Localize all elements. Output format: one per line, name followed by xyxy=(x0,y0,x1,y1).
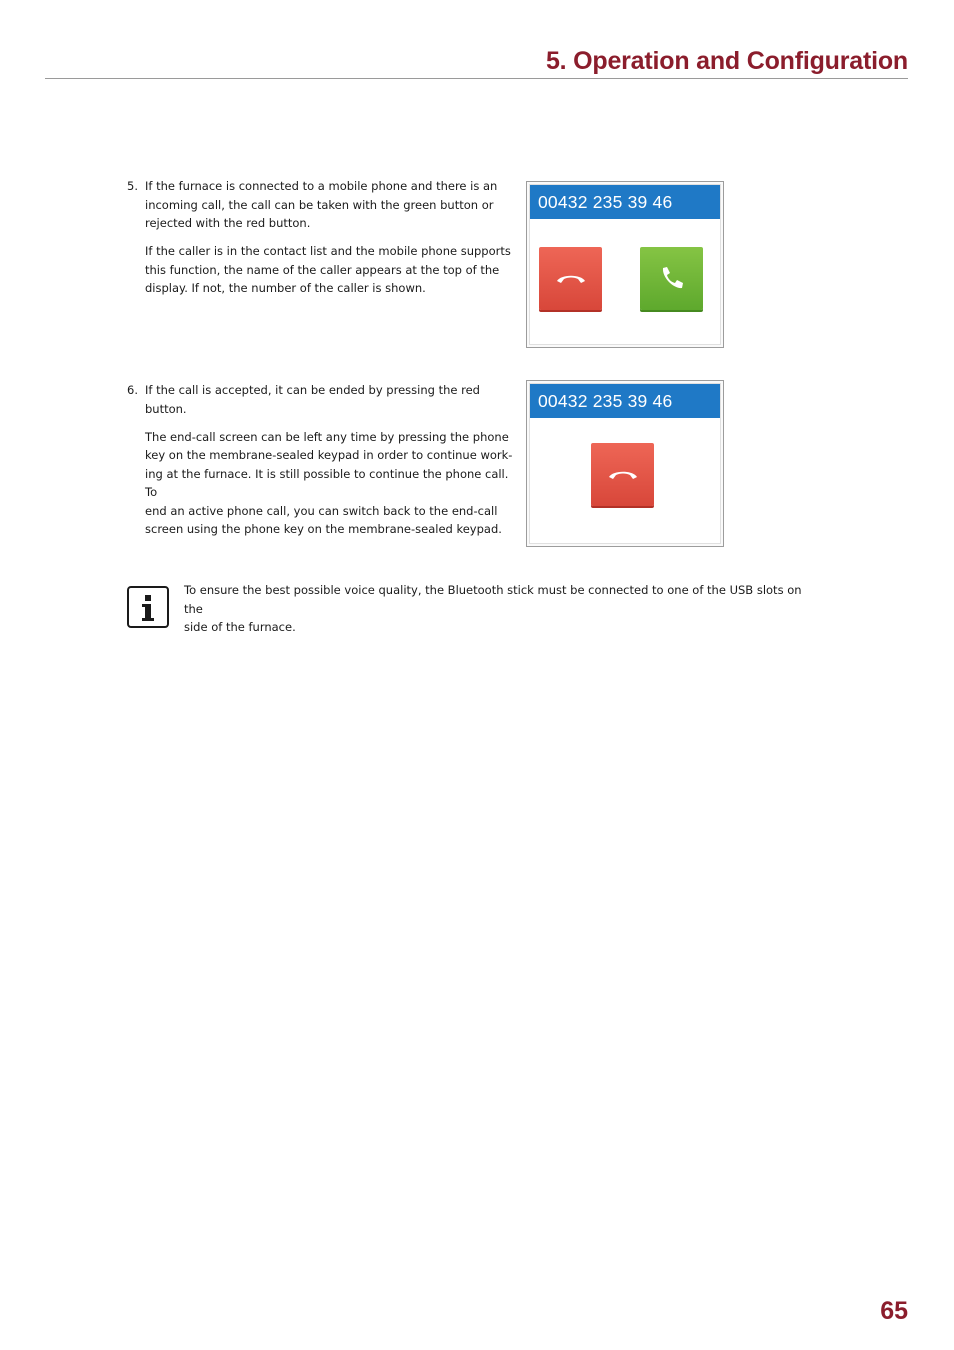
end-call-button[interactable] xyxy=(591,443,654,506)
page-number: 65 xyxy=(880,1297,908,1325)
incoming-call-screen xyxy=(526,181,724,348)
step-paragraph: The end-call screen can be left any time by pressing the phone key on the membrane-sealed keypad in order to continue work- ing at the furnace. It is still possible to continue the phone call. To end an active phone call, you can switch back to the end-call screen using the phone key on the membrane-sealed keypad. xyxy=(145,429,513,536)
caller-number: 00432 235 39 46 xyxy=(530,185,720,219)
caller-number: 00432 235 39 46 xyxy=(530,384,720,418)
step-number: 6. xyxy=(127,383,138,397)
step-paragraph: If the caller is in the contact list and the mobile phone supports this function, the name of the caller appears at the top of the display. If not, the number of the caller is shown. xyxy=(145,244,511,295)
hang-up-icon xyxy=(606,467,640,483)
step-body xyxy=(145,177,513,307)
active-call-screen xyxy=(526,380,724,547)
step-paragraph: If the furnace is connected to a mobile phone and there is an incoming call, the call can be taken with the green button or rejected with the red button. xyxy=(145,179,498,230)
hang-up-icon xyxy=(554,271,588,287)
step-paragraph: If the call is accepted, it can be ended by pressing the red button. xyxy=(145,383,480,416)
header-divider xyxy=(45,78,908,79)
info-note: To ensure the best possible voice quality, the Bluetooth stick must be connected to one of the USB slots on the side of the furnace. xyxy=(184,583,802,634)
chapter-title: 5. Operation and Configuration xyxy=(545,47,908,75)
step-number: 5. xyxy=(127,179,138,193)
accept-call-button[interactable] xyxy=(640,247,703,310)
phone-icon xyxy=(657,264,687,294)
step-body xyxy=(145,381,513,548)
info-icon xyxy=(127,586,169,628)
reject-call-button[interactable] xyxy=(539,247,602,310)
